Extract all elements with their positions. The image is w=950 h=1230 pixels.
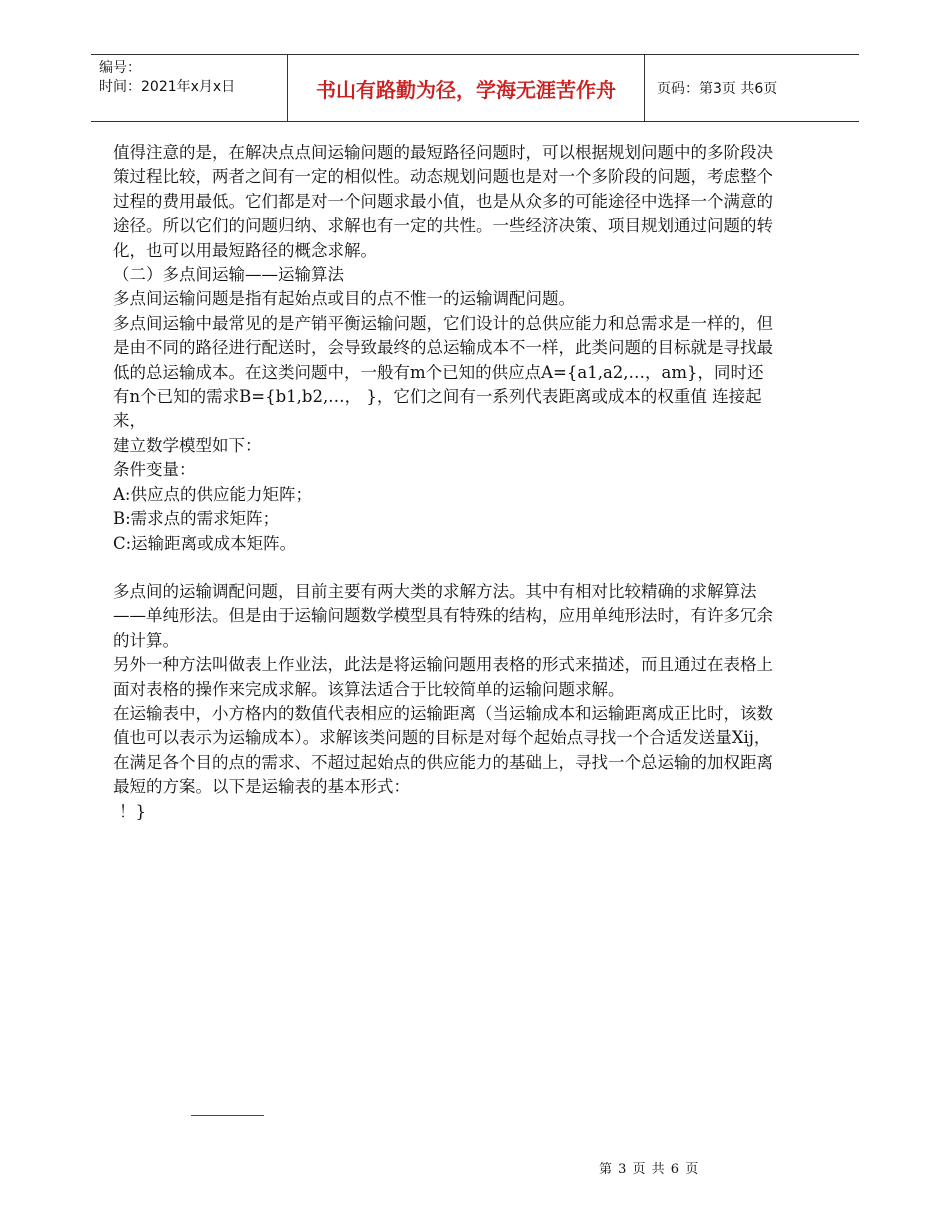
list-item-a: A:供应点的供应能力矩阵； xyxy=(113,484,312,504)
list-item-c: C:运输距离或成本矩阵。 xyxy=(113,533,297,553)
paragraph-methods: 多点间的运输调配问题，目前主要有两大类的求解方法。其中有相对比较精确的求解算法——单纯形法。但是由于运输问题数学模型具有特殊的结构，应用单纯形法时，有许多冗余的计算。 xyxy=(113,581,773,650)
page-header xyxy=(91,54,859,122)
header-meta xyxy=(99,59,284,117)
paragraph-definition: 多点间运输问题是指有起始点或目的点不惟一的运输调配问题。 xyxy=(113,289,575,309)
paragraph-table-method: 另外一种方法叫做表上作业法，此法是将运输问题用表格的形式来描述，而且通过在表格上面对表格的操作来完成求解。该算法适合于比较简单的运输问题求解。 xyxy=(113,655,773,699)
document-time: 时间：2021年x月x日 xyxy=(99,79,236,95)
paragraph-intro: 值得注意的是，在解决点点间运输问题的最短路径问题时，可以根据规划问题中的多阶段决策过程比较，两者之间有一定的相似性。动态规划问题也是对一个多阶段的问题，考虑整个过程的费用最低。它们都是对一个问题求最小值，也是从众多的可能途径中选择一个满意的途径。所以它们的问题归纳、求解也有一定的共性。一些经济决策、项目规划通过问题的转化，也可以用最短路径的概念求解。 xyxy=(113,143,773,260)
section-heading: （二）多点间运输——运输算法 xyxy=(113,265,344,285)
paragraph-mark: ！} xyxy=(119,801,146,821)
paragraph-balance-problem: 多点间运输中最常见的是产销平衡运输问题，它们设计的总供应能力和总需求是一样的，但是由不同的路径进行配送时，会导致最终的总运输成本不一样，此类问题的目标就是寻找最低的总运输成本。在这类问题中，一般有m个已知的供应点A={a1,a2,…，am}，同时还有n个已知的需求B={b1,b2,…， }，它们之间有一系列代表距离或成本的权重值 连接起来， xyxy=(113,313,773,431)
document-body xyxy=(113,141,778,824)
blank-line xyxy=(113,556,778,580)
footnote-divider xyxy=(191,1115,264,1116)
paragraph-model: 建立数学模型如下： xyxy=(113,435,262,455)
paragraph-transport-table: 在运输表中，小方格内的数值代表相应的运输距离（当运输成本和运输距离成正比时，该数值也可以表示为运输成本）。求解该类问题的目标是对每个起始点寻找一个合适发送量Xij，在满足各个目的点的需求、不超过起始点的供应能力的基础上，寻找一个总运输的加权距离最短的方案。以下是运输表的基本形式： xyxy=(113,703,773,797)
header-motto: 书山有路勤为径，学海无涯苦作舟 xyxy=(287,55,645,121)
header-page-info: 页码：第3页 共6页 xyxy=(657,81,778,97)
list-item-b: B:需求点的需求矩阵； xyxy=(113,509,280,529)
document-number-label: 编号： xyxy=(99,60,141,76)
page-footer: 第 3 页 共 6 页 xyxy=(599,1162,700,1177)
paragraph-variables: 条件变量： xyxy=(113,460,196,480)
